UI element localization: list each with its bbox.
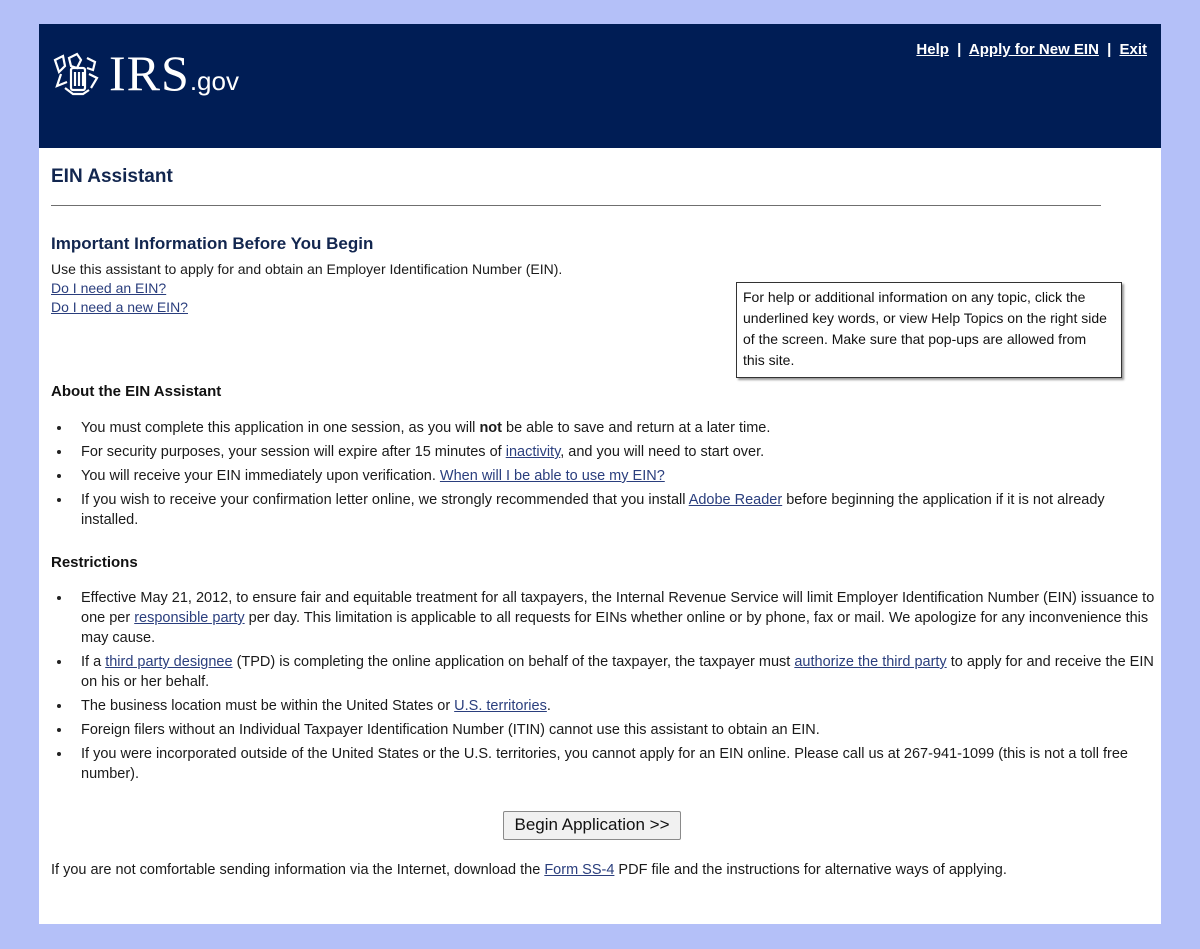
intro-block bbox=[51, 260, 751, 317]
about-list bbox=[51, 418, 1156, 534]
link-separator: | bbox=[1107, 41, 1112, 58]
link-separator: | bbox=[957, 41, 962, 58]
page-frame bbox=[39, 24, 1161, 924]
list-item: If you were incorporated outside of the United States or the U.S. territories, you cannot apply for an EIN online. Please call us at 267-941-1099 (this is not a toll free number). bbox=[81, 744, 1156, 784]
logo-irs-text: IRS bbox=[109, 45, 190, 101]
third-party-designee-link[interactable]: third party designee bbox=[105, 654, 233, 670]
need-ein-link[interactable]: Do I need an EIN? bbox=[51, 280, 167, 296]
list-item: You will receive your EIN immediately upon verification. When will I be able to use my EIN? bbox=[81, 466, 1156, 486]
site-header bbox=[39, 24, 1161, 148]
about-heading: About the EIN Assistant bbox=[51, 383, 222, 400]
us-territories-link[interactable]: U.S. territories bbox=[454, 698, 547, 714]
top-links bbox=[916, 41, 1147, 58]
logo-gov-text: .gov bbox=[189, 66, 239, 96]
list-item: Effective May 21, 2012, to ensure fair and equitable treatment for all taxpayers, the Internal Revenue Service will limit Employer Identification Number (EIN) issuance to one per responsible party per day. This limitation is applicable to all requests for EINs whether online or by phone, fax or mail. We apologize for any inconvenience this may cause. bbox=[81, 590, 1155, 646]
inactivity-link[interactable]: inactivity bbox=[505, 444, 561, 460]
apply-new-ein-link[interactable]: Apply for New EIN bbox=[968, 41, 1099, 58]
list-item: If you wish to receive your confirmation letter online, we strongly recommended that you install Adobe Reader before beginning the application if it is not already installed. bbox=[81, 490, 1156, 530]
need-new-ein-link[interactable]: Do I need a new EIN? bbox=[51, 299, 188, 315]
irs-logo[interactable] bbox=[51, 44, 239, 104]
begin-application-button[interactable]: Begin Application >> bbox=[503, 811, 680, 840]
restrictions-heading: Restrictions bbox=[51, 554, 138, 571]
list-item: You must complete this application in one session, as you will not be able to save and return at a later time. bbox=[81, 418, 1156, 438]
footer-text: If you are not comfortable sending information via the Internet, download the Form SS-4 PDF file and the instructions for alternative ways of applying. bbox=[51, 862, 1007, 878]
help-info-box: For help or additional information on any topic, click the underlined key words, or view Help Topics on the right side of the screen. Make sure that pop-ups are allowed from this site. bbox=[736, 282, 1122, 378]
exit-link[interactable]: Exit bbox=[1119, 41, 1147, 58]
adobe-reader-link[interactable]: Adobe Reader bbox=[688, 492, 783, 508]
responsible-party-link[interactable]: responsible party bbox=[134, 610, 245, 626]
list-item: Foreign filers without an Individual Taxpayer Identification Number (ITIN) cannot use this assistant to obtain an EIN. bbox=[81, 720, 1156, 740]
list-item: For security purposes, your session will expire after 15 minutes of inactivity, and you will need to start over. bbox=[81, 442, 1156, 462]
title-divider bbox=[51, 205, 1101, 206]
help-link[interactable]: Help bbox=[916, 41, 949, 58]
eagle-icon bbox=[51, 52, 101, 96]
button-row bbox=[51, 811, 1133, 840]
list-item: If a third party designee (TPD) is completing the online application on behalf of the taxpayer, the taxpayer must authorize the third party to apply for and receive the EIN on his or her behalf. bbox=[81, 652, 1156, 692]
authorize-third-party-link[interactable]: authorize the third party bbox=[794, 654, 947, 670]
form-ss4-link[interactable]: Form SS-4 bbox=[544, 862, 615, 878]
intro-text: Use this assistant to apply for and obtain an Employer Identification Number (EIN). bbox=[51, 261, 563, 277]
restrictions-list bbox=[51, 588, 1156, 788]
important-info-heading: Important Information Before You Begin bbox=[51, 234, 374, 253]
use-ein-link[interactable]: When will I be able to use my EIN? bbox=[439, 468, 665, 484]
list-item: The business location must be within the United States or U.S. territories. bbox=[81, 696, 1156, 716]
page-title: EIN Assistant bbox=[51, 166, 173, 187]
